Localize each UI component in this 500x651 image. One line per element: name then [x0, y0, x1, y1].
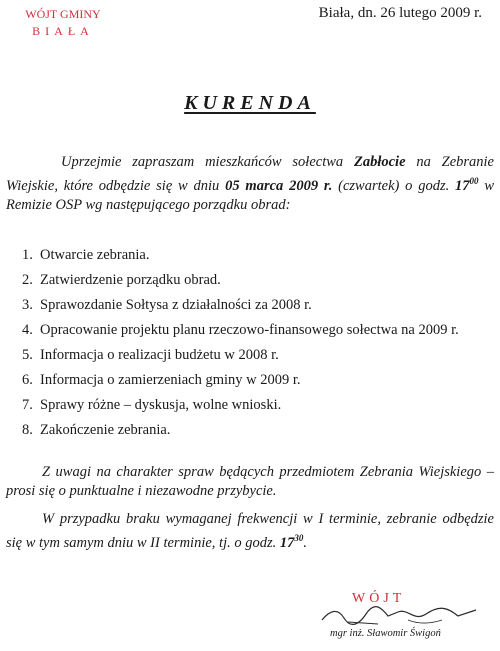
intro-text-1: Uprzejmie zapraszam mieszkańców sołectwa	[61, 154, 354, 170]
intro-text-4: w Remizie OSP wg następującego porządku obrad:	[6, 177, 495, 213]
agenda-number: 8.	[22, 422, 33, 438]
list-item	[22, 396, 494, 415]
stamp-line-2: BIAŁA	[32, 24, 94, 38]
agenda-text: Zakończenie zebrania.	[40, 422, 171, 438]
list-item	[22, 271, 494, 290]
meeting-hour: 17	[455, 177, 470, 194]
agenda-text: Zatwierdzenie porządku obrad.	[40, 272, 221, 288]
signature-block	[318, 586, 488, 648]
agenda-number: 1.	[22, 247, 33, 263]
meeting-time	[455, 178, 479, 194]
list-item	[22, 246, 494, 265]
agenda-number: 5.	[22, 347, 33, 363]
agenda-text: Otwarcie zebrania.	[40, 247, 150, 263]
agenda-text: Opracowanie projektu planu rzeczowo-finansowego sołectwa na 2009 r.	[40, 322, 459, 338]
agenda-number: 2.	[22, 272, 33, 288]
list-item	[22, 371, 494, 390]
second-term-hour: 17	[279, 534, 295, 551]
intro-paragraph	[6, 153, 494, 215]
agenda-text: Sprawozdanie Sołtysa z działalności za 2008 r.	[40, 297, 312, 313]
second-term-time	[280, 535, 304, 551]
intro-text-3: (czwartek) o godz.	[332, 177, 456, 194]
list-item	[22, 346, 494, 365]
agenda-list	[22, 246, 494, 446]
document-date: Biała, dn. 26 lutego 2009 r.	[318, 5, 482, 21]
meeting-date: 05 marca 2009 r.	[225, 177, 333, 194]
stamp-line-1: WÓJT GMINY	[25, 7, 101, 21]
agenda-text: Sprawy różne – dyskusja, wolne wnioski.	[40, 397, 282, 413]
agenda-number: 7.	[22, 397, 33, 413]
second-term-minutes: 30	[294, 533, 304, 543]
village-name: Zabłocie	[353, 154, 406, 170]
signature-title: WÓJT	[352, 591, 406, 606]
agenda-text: Informacja o realizacji budżetu w 2008 r.	[40, 347, 279, 363]
notice-text: W przypadku braku wymaganej frekwencji w I terminie, zebranie odbędzie się w tym samym dniu w II terminie, tj. o godz.	[6, 511, 494, 551]
document-title	[0, 92, 500, 115]
list-item	[22, 421, 494, 440]
office-stamp	[8, 6, 118, 40]
list-item	[22, 296, 494, 315]
signature-name: mgr inż. Sławomir Świgoń	[330, 628, 441, 639]
notice-paragraph-1: Z uwagi na charakter spraw będących przedmiotem Zebrania Wiejskiego – prosi się o punktualne i niezawodne przybycie.	[6, 464, 494, 499]
list-item	[22, 321, 494, 340]
intro-text-2: na Zebranie Wiejskie, które odbędzie się w dniu	[6, 154, 494, 194]
agenda-number: 6.	[22, 372, 33, 388]
agenda-text: Informacja o zamierzeniach gminy w 2009 r.	[40, 372, 301, 388]
meeting-minutes: 00	[469, 176, 479, 186]
title-text: KURENDA	[184, 92, 316, 114]
agenda-number: 3.	[22, 297, 33, 313]
notice-paragraph-2	[6, 510, 494, 553]
notice-end: .	[303, 534, 307, 551]
agenda-number: 4.	[22, 322, 33, 338]
